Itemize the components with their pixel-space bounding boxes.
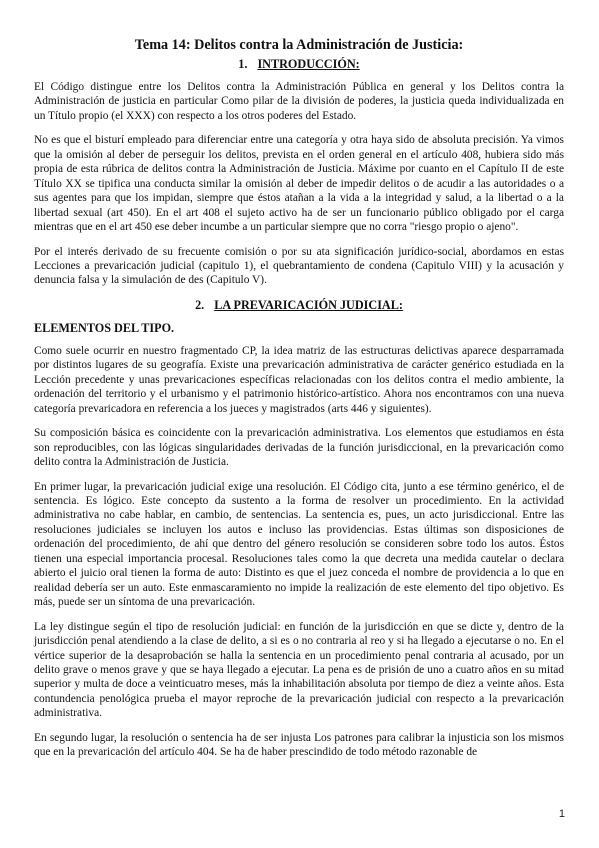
section-number: 2. — [195, 297, 205, 312]
paragraph: Su composición básica es coincidente con la prevaricación administrativa. Los elementos que estudiamos en ésta son reproducibles, con las lógicas singularidades derivadas de la función jurisdiccional, en la prevaricación como delito contra la Administración de Justicia. — [34, 427, 564, 469]
subsection-heading: ELEMENTOS DEL TIPO. — [34, 320, 175, 335]
page-number: 1 — [558, 808, 565, 820]
section-heading-prevaricacion-judicial — [34, 298, 564, 313]
section-number: 1. — [238, 57, 248, 71]
document-page — [34, 36, 564, 770]
paragraph: La ley distingue según el tipo de resolución judicial: en función de la jurisdicción en que se dicte y, dentro de la jurisdicción penal atendiendo a la clase de delito, a si es o no contraria al reo y si ha llegado a ejecutarse o no. En el vértice superior de la desaprobación se halla la sentencia en un procedimiento penal contraria al acusado, por un delito grave o menos grave y que se haya llegado a ejecutar. La pena es de prisión de uno a cuatro años en su mitad superior y multa de doce a veinticuatro meses, más la inhabilitación absoluta por tiempo de diez a veinte años. Esta contundencia penológica prueba el mayor reproche de la prevaricación judicial con respecto a la prevaricación administrativa. — [34, 620, 564, 720]
document-title: Tema 14: Delitos contra la Administración de Justicia: — [134, 37, 464, 53]
section-title: LA PREVARICACIÓN JUDICIAL: — [214, 297, 403, 312]
section-heading-introduccion — [34, 57, 564, 72]
paragraph: Por el interés derivado de su frecuente comisión o por su ata significación jurídico-social, abordamos en estas Lecciones a prevaricación judicial (capitulo 1), el quebrantamiento de condena (Capitulo VIII) y la acusación y denuncia falsa y la simulación de des (Capitulo V). — [34, 245, 564, 287]
paragraph: No es que el bisturí empleado para diferenciar entre una categoría y otra haya sido de absoluta precisión. Ya vimos que la omisión al deber de perseguir los delitos, prevista en el orden general en el artículo 408, hubiera sido más propia de esta rúbrica de delitos contra la Administración de Justicia. Máxime por cuanto en el Capítulo II de este Título XX se tipifica una conducta similar la omisión al deber de impedir delitos o de acudir a las autoridades o a sus agentes para que los impidan, siempre que éstos atañan a la vida a la integridad y salud, a la libertad o a la libertad sexual (art 450). En el art 408 el sujeto activo ha de ser un funcionario público obligado por el carga mientras que en el art 450 ese deber incumbe a un particular siempre que no corra "riesgo propio o ajeno". — [34, 134, 564, 234]
paragraph: En segundo lugar, la resolución o sentencia ha de ser injusta Los patrones para calibrar la injusticia son los mismos que en la prevaricación del artículo 404. Se ha de haber prescindido de todo método razonable de — [34, 731, 564, 759]
paragraph: El Código distingue entre los Delitos contra la Administración Pública en general y los Delitos contra la Administración de justicia en particular Como pilar de la división de poderes, la justicia queda individualizada en un Título propio (el XXX) con respecto a los otros poderes del Estado. — [34, 81, 564, 122]
section-title: INTRODUCCIÓN: — [257, 57, 360, 71]
paragraph: Como suele ocurrir en nuestro fragmentado CP, la idea matriz de las estructuras delictivas aparece desparramada por distintos lugares de su geografía. Existe una prevaricación administrativa de carácter genérico estudiada en la Lección precedente y unas prevaricaciones específicas relacionadas con los delitos contra el medio ambiente, la ordenación del territorio y el urbanismo y el patrimonio histórico-artístico. Ahora nos encontramos con una nueva categoría prevaricadora en referencia a los jueces y magistrados (arts 446 y siguientes). — [34, 344, 564, 415]
paragraph: En primer lugar, la prevaricación judicial exige una resolución. El Código cita, junto a ese término genérico, el de sentencia. Es lógico. Este concepto da sustento a la forma de resolver un procedimiento. En la actividad administrativa no cabe hablar, en cambio, de sentencias. La sentencia es, pues, un acto jurisdiccional. Entre las resoluciones judiciales se incluyen los autos e incluso las providencias. Estas últimas son disposiciones de ordenación del procedimiento, de ahí que dentro del género resolución se consideren sobre todo los autos. Éstos tienen una especial importancia procesal. Resoluciones tales como la que decreta una medida cautelar o declara abierto el juicio oral tienen la forma de auto: Distinto es que el juez conceda el nombre de providencia a lo que en realidad debería ser un auto. Este enmascaramiento no impide la realización de este elemento del tipo objetivo. Es más, puede ser un síntoma de una prevaricación. — [34, 480, 564, 609]
